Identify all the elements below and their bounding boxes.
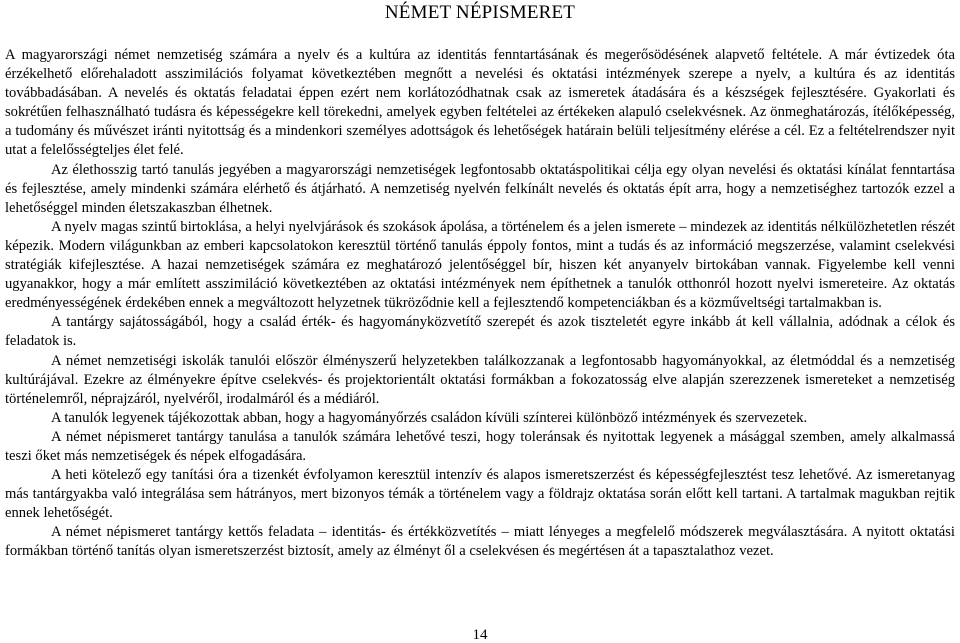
paragraph-4: A tantárgy sajátosságából, hogy a család érték- és hagyományközvetítő szerepét és azok tiszteletét egyre inkább át kell vállalnia, adódnak a célok és feladatok is. (5, 314, 955, 350)
paragraph-2: Az élethosszig tartó tanulás jegyében a magyarországi nemzetiségek legfontosabb oktatáspolitikai célja egy olyan nevelési és oktatási kínálat fenntartása és fejlesztése, amely mindenki számára elérhető és átjárható. A nemzetiség nyelvén felkínált nevelés és oktatás épít arra, hogy a nemzetiséghez tartozók ezzel a lehetőséggel minden életszakaszban élhetnek. (5, 161, 955, 216)
paragraph-3: A nyelv magas szintű birtoklása, a helyi nyelvjárások és szokások ápolása, a történelem és a jelen ismerete – mindezek az identitás nélkülözhetetlen részét képezik. Modern világunkban az emberi kapcsolatokon keresztül történő tanulás éppoly fontos, mint a tudás és az információ megszerzése, valamint cselekvési stratégiák kifejlesztése. A hazai nemzetiségek számára ez meghatározó jelentőséggel bír, hiszen két anyanyelv birtokában vannak. Figyelembe kell venni ugyanakkor, hogy a már említett asszimiláció következtében az oktatási intézmények nem építhetnek a tanulók otthonról hozott nyelvi ismereteire. Az oktatás eredményességének érdekében ennek a megváltozott helyzetnek tükröződnie kell a fejlesztendő kompetenciákban és a közműveltségi tartalmakban is. (5, 218, 955, 312)
paragraph-5: A német nemzetiségi iskolák tanulói először élményszerű helyzetekben találkozzanak a legfontosabb hagyományokkal, az életmóddal és a nemzetiség kultúrájával. Ezekre az élményekre építve cselekvés- és projektorientált oktatási formákban a fokozatosság elve alapján szerezzenek ismereteket a nemzetiség történelemről, néprajzáról, nyelvéről, irodalmáról és a médiáról. (5, 352, 955, 407)
paragraph-1: A magyarországi német nemzetiség számára a nyelv és a kultúra az identitás fenntartásának és megerősödésének alapvető feltétele. A már évtizedek óta érzékelhető előrehaladott asszimilációs folyamat következtében megnőtt a nevelési és oktatási intézmények szerepe a nyelv, a kultúra és az identitás továbbadásában. A nevelés és oktatás feladatai éppen ezért nem korlátozódhatnak csak az ismeretek átadására és a készségek fejlesztésére. Gyakorlati és sokrétűen felhasználható tudásra és képességekre kell törekedni, amelyek egyben feltételei az értékeken alapuló cselekvésnek. Az önmeghatározás, ítélőképesség, a tudomány és művészet iránti nyitottság és a mindenkori személyes adottságok és lehetőségek határain belüli teljesítmény elérése a cél. Ez a feltételrendszer nyit utat a felelősségteljes élet felé. (5, 47, 955, 159)
page-title: NÉMET NÉPISMERET (384, 2, 576, 23)
paragraph-9: A német népismeret tantárgy kettős feladata – identitás- és értékközvetítés – miatt lényeges a megfelelő módszerek megválasztására. A nyitott oktatási formákban történő tanítás olyan ismeretszerzést biztosít, amely az élményt ől a cselekvésen és megértésen át a tapasztalathoz vezet. (5, 524, 955, 560)
document-body (5, 46, 955, 562)
paragraph-6: A tanulók legyenek tájékozottak abban, hogy a hagyományőrzés családon kívüli színterei különböző intézmények és szervezetek. (51, 409, 808, 426)
paragraph-7: A német népismeret tantárgy tanulása a tanulók számára lehetővé teszi, hogy toleránsak és nyitottak legyenek a másággal szemben, amely alkalmassá teszi őket más nemzetiségek és népek elfogadására. (5, 428, 955, 464)
paragraph-8: A heti kötelező egy tanítási óra a tizenkét évfolyamon keresztül intenzív és alapos ismeretszerzést és képességfejlesztést tesz lehetővé. Az ismeretanyag más tantárgyakba való integrálása sem hátrányos, mert bizonyos témák a történelem vagy a földrajz oktatása során előtt kell tartani. A tartalmak magukban rejtik ennek lehetőségét. (5, 467, 955, 522)
page-number: 14 (472, 627, 488, 643)
